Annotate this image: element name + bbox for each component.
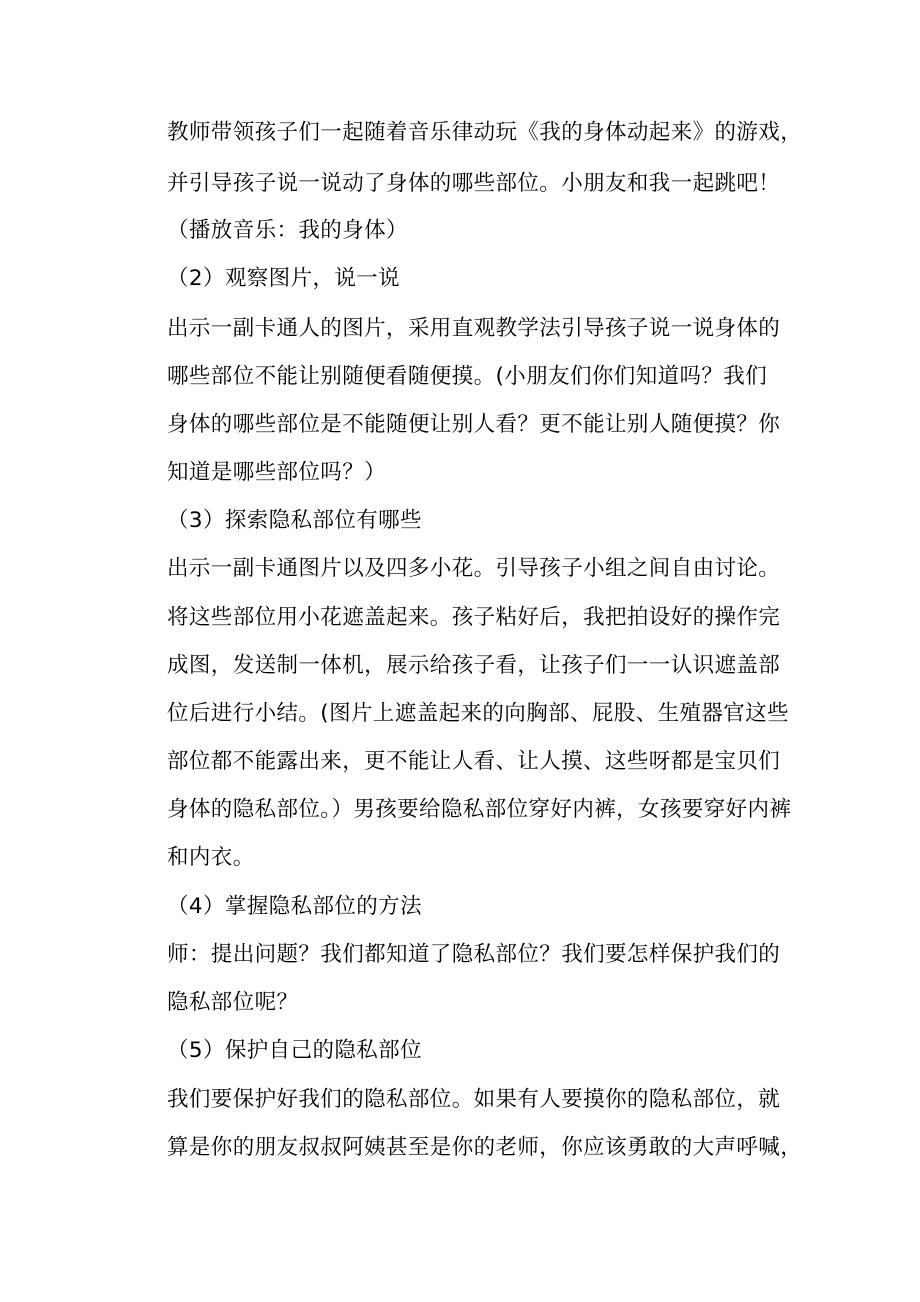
paragraph-line: 教师带领孩子们一起随着音乐律动玩《我的身体动起来》的游戏， [167,120,803,145]
paragraph-line: 成图，发送制一体机，展示给孩子看，让孩子们一一认识遮盖部 [167,653,781,678]
section-heading: （5）保护自己的隐私部位 [167,1038,422,1063]
paragraph-line: 知道是哪些部位吗？） [167,460,387,485]
paragraph-line: 出示一副卡通图片以及四多小花。引导孩子小组之间自由讨论。 [167,556,781,581]
paragraph-line: 身体的哪些部位是不能随便让别人看？更不能让别人随便摸？你 [167,412,781,437]
paragraph-line: 隐私部位呢？ [167,990,299,1015]
paragraph-line: 部位都不能露出来，更不能让人看、让人摸、这些呀都是宝贝们 [167,749,781,774]
paragraph-line: 出示一副卡通人的图片，采用直观教学法引导孩子说一说身体的 [167,316,781,341]
paragraph-line: 师：提出问题？我们都知道了隐私部位？我们要怎样保护我们的 [167,942,781,967]
section-heading: （3）探索隐私部位有哪些 [167,508,422,533]
paragraph-line: 和内衣。 [167,845,255,870]
paragraph-line: 算是你的朋友叔叔阿姨甚至是你的老师，你应该勇敢的大声呼喊， [167,1135,803,1160]
paragraph-line: （播放音乐：我的身体） [167,218,408,243]
paragraph-line: 身体的隐私部位。）男孩要给隐私部位穿好内裤，女孩要穿好内裤 [167,797,792,822]
paragraph-line: 我们要保护好我们的隐私部位。如果有人要摸你的隐私部位，就 [167,1087,781,1112]
paragraph-line: 哪些部位不能让别随便看随便摸。(小朋友们你们知道吗？我们 [167,364,768,389]
section-heading: （4）掌握隐私部位的方法 [167,894,422,919]
paragraph-line: 位后进行小结。(图片上遮盖起来的向胸部、屁股、生殖器官这些 [167,701,789,726]
paragraph-line: 并引导孩子说一说动了身体的哪些部位。小朋友和我一起跳吧！ [167,171,781,196]
paragraph-line: 将这些部位用小花遮盖起来。孩子粘好后，我把拍设好的操作完 [167,605,781,630]
section-heading: （2）观察图片，说一说 [167,266,401,291]
